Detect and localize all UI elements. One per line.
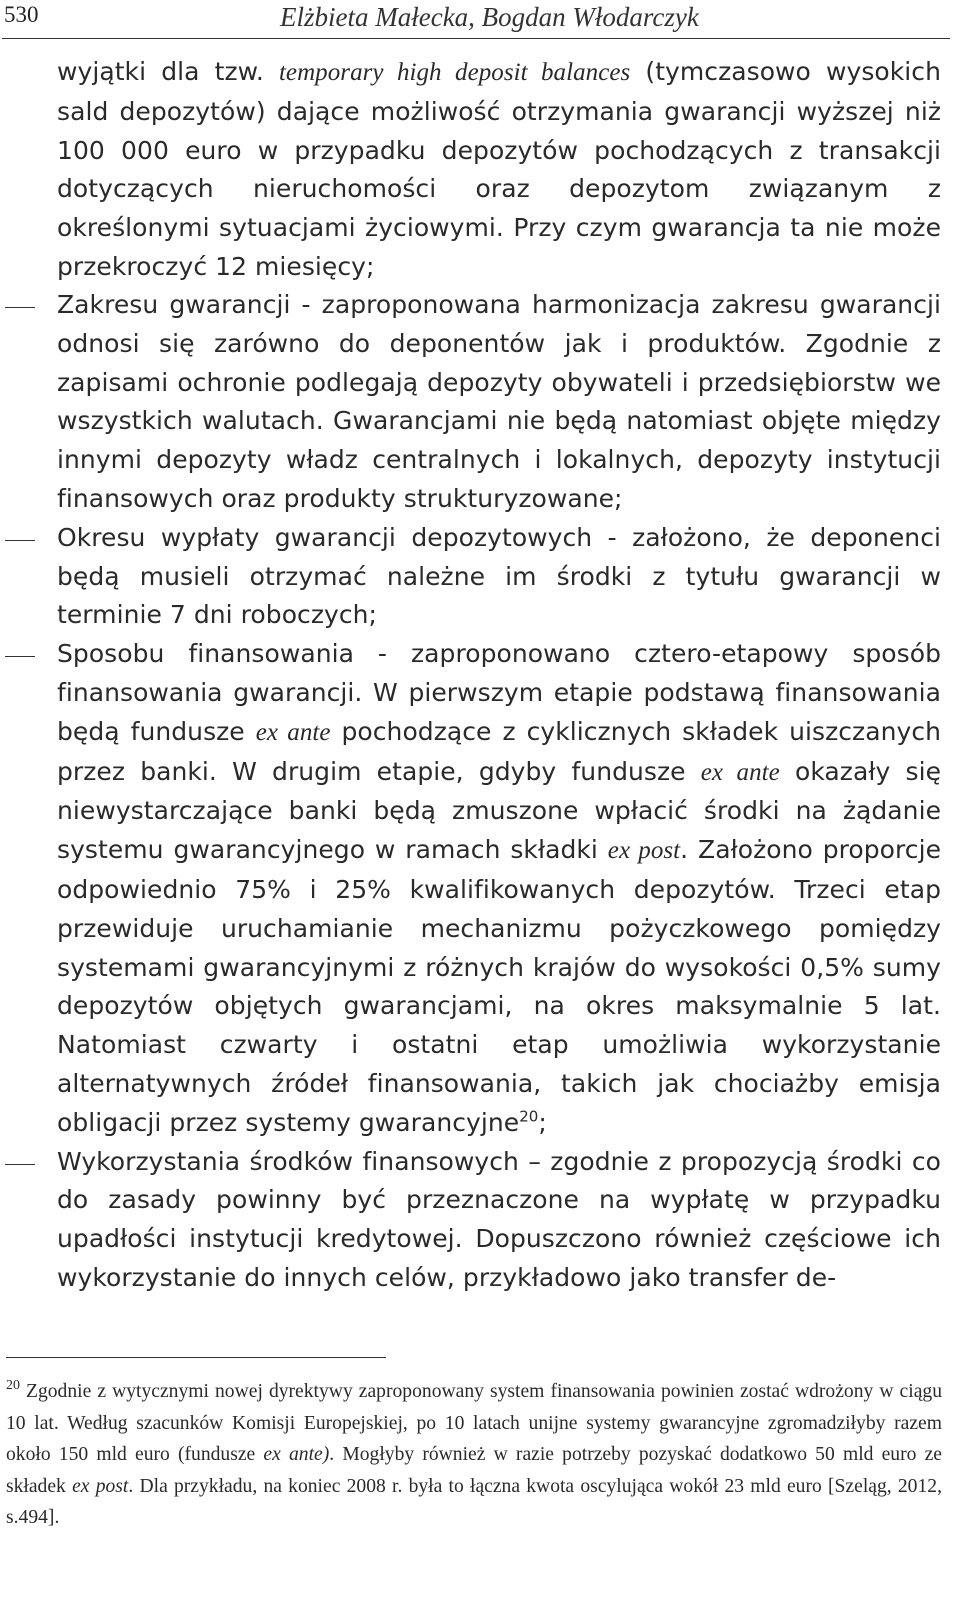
text-span: . Dla przykładu, na koniec 2008 r. była to łączna kwota oscylująca wokół 23 mld euro [Szeląg, 2012, s.494]. bbox=[6, 1475, 942, 1528]
footnote-separator bbox=[6, 1357, 386, 1358]
text-span: okazały się niewystarczające banki będą zmuszone wpłacić środki na żądanie systemu gwarancyjnego w ramach składki bbox=[57, 756, 941, 865]
italic-term: ex ante) bbox=[263, 1444, 330, 1465]
text-span: . Założono proporcje odpowiednio 75% i 25% kwalifikowanych depozytów. Trzeci etap przewiduje uruchamianie mechanizmu pożyczkowego pomiędzy systemami gwarancyjnymi z różnych krajów do wysokości 0,5% sumy depozytów objętych gwarancjami, na okres maksymalnie 5 lat. Natomiast czwarty i ostatni etap umożliwia wykorzystanie alternatywnych źródeł finansowania, takich jak chociażby emisja obligacji przez systemy gwarancyjne bbox=[57, 835, 942, 1137]
dash-bullet bbox=[5, 307, 35, 308]
dash-bullet bbox=[5, 1164, 35, 1165]
footnote-number: 20 bbox=[6, 1378, 20, 1394]
list-item-text: Okresu wypłaty gwarancji depozytowych - założono, że deponenci będą musieli otrzymać należne im środki z tytułu gwarancji w terminie 7 dni roboczych; bbox=[57, 522, 941, 630]
italic-term: ex post bbox=[607, 837, 681, 865]
text-span: Sposobu finansowania - zaproponowano cztero-etapowy sposób finansowania gwarancji. W pierwszym etapie podstawą finansowania będą fundusze bbox=[57, 639, 941, 746]
italic-term: temporary high deposit balances bbox=[278, 59, 631, 86]
bullet-list bbox=[57, 286, 941, 1298]
text-span: (tymczasowo wysokich sald depozytów) dające możliwość otrzymania gwarancji wyższej niż 100 000 euro w przypadku depozytów pochodzących z transakcji dotyczących nieruchomości oraz depozytom związanym z określonymi sytuacjami życiowymi. Przy czym gwarancja ta nie może przekroczyć 12 miesięcy; bbox=[57, 57, 941, 281]
text-span: pochodzące z cyklicznych składek uiszczanych przez banki. W drugim etapie, gdyby fundusze bbox=[57, 716, 942, 786]
text-span: wyjątki dla tzw. bbox=[57, 57, 279, 86]
text-span: ; bbox=[538, 1107, 547, 1137]
text-span: . Mogłyby również w razie potrzeby pozyskać dodatkowo 50 mld euro ze składek bbox=[6, 1444, 942, 1497]
running-head-authors: Elżbieta Małecka, Bogdan Włodarczyk bbox=[280, 2, 699, 32]
text-span: Zgodnie z wytycznymi nowej dyrektywy zaproponowany system finansowania powinien zostać wdrożony w ciągu 10 lat. Według szacunków Komisji Europejskiej, po 10 latach unijne systemy gwarancyjne zgromadziłyby razem około 150 mld euro (fundusze bbox=[6, 1381, 942, 1465]
list-item bbox=[57, 286, 941, 519]
list-item-text: Wykorzystania środków finansowych – zgodnie z propozycją środki co do zasady powinny być przeznaczone na wypłatę w przypadku upadłości instytucji kredytowej. Dopuszczono również częściowe ich wykorzystanie do innych celów, przykładowo jako transfer de- bbox=[57, 1146, 941, 1292]
list-item-text: Zakresu gwarancji - zaproponowana harmonizacja zakresu gwarancji odnosi się zarówno do deponentów jak i produktów. Zgodnie z zapisami ochronie podlegają depozyty obywateli i przedsiębiorstw we wszystkich walutach. Gwarancjami nie będą natomiast objęte między innymi depozyty władz centralnych i lokalnych, depozyty instytucji finansowych oraz produkty strukturyzowane; bbox=[57, 290, 941, 513]
footnote-reference[interactable]: 20 bbox=[519, 1107, 539, 1126]
page-number: 530 bbox=[4, 2, 39, 27]
list-item bbox=[57, 635, 941, 1142]
paragraph-continuation bbox=[57, 53, 941, 287]
list-item bbox=[57, 519, 941, 635]
dash-bullet bbox=[5, 540, 35, 541]
italic-term: ex ante bbox=[700, 758, 780, 786]
dash-bullet bbox=[5, 656, 35, 657]
italic-term: ex post bbox=[72, 1475, 129, 1497]
footnote bbox=[6, 1376, 942, 1534]
italic-term: ex ante bbox=[255, 718, 331, 746]
list-item bbox=[57, 1143, 941, 1298]
main-text bbox=[57, 0, 941, 1340]
